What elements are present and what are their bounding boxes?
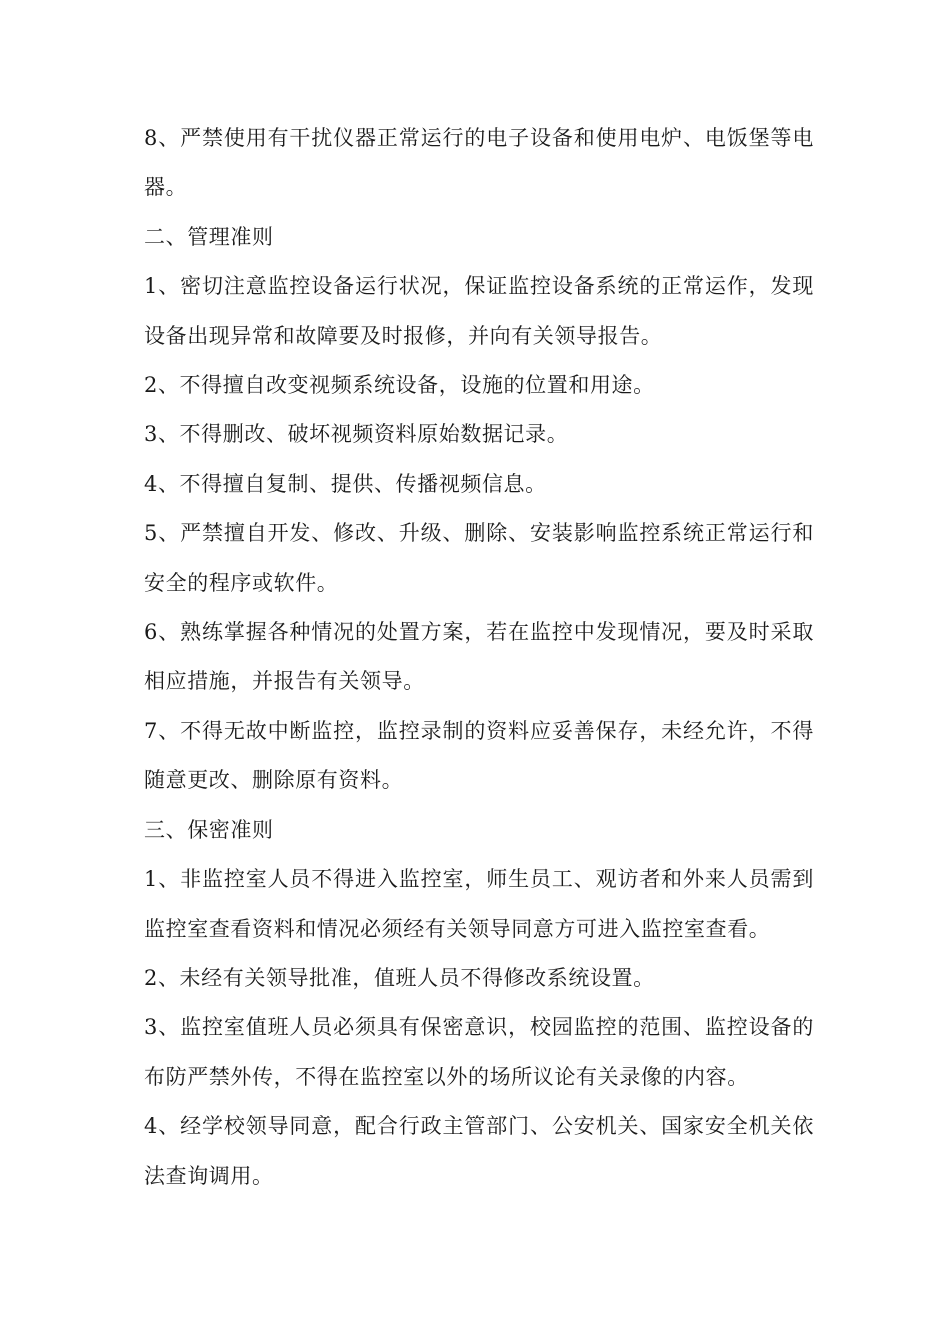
confidentiality-rule-3: 3、监控室值班人员必须具有保密意识，校园监控的范围、监控设备的布防严禁外传，不得在监控室以外的场所议论有关录像的内容。 xyxy=(144,1015,814,1089)
management-rule-1: 1、密切注意监控设备运行状况，保证监控设备系统的正常运作，发现设备出现异常和故障要及时报修，并向有关领导报告。 xyxy=(144,274,814,348)
management-rule-7: 7、不得无故中断监控，监控录制的资料应妥善保存，未经允许，不得随意更改、删除原有资料。 xyxy=(144,718,814,793)
document-page xyxy=(144,114,814,1201)
rule-item-8: 8、严禁使用有干扰仪器正常运行的电子设备和使用电炉、电饭堡等电器。 xyxy=(144,126,814,200)
section-heading-management: 二、管理准则 xyxy=(144,224,274,249)
management-rule-2: 2、不得擅自改变视频系统设备，设施的位置和用途。 xyxy=(144,373,655,398)
confidentiality-rule-1: 1、非监控室人员不得进入监控室，师生员工、观访者和外来人员需到监控室查看资料和情况必须经有关领导同意方可进入监控室查看。 xyxy=(144,867,814,941)
confidentiality-rule-4: 4、经学校领导同意，配合行政主管部门、公安机关、国家安全机关依法查询调用。 xyxy=(144,1114,814,1188)
section-heading-confidentiality: 三、保密准则 xyxy=(144,817,274,842)
confidentiality-rule-2: 2、未经有关领导批准，值班人员不得修改系统设置。 xyxy=(144,965,655,990)
management-rule-6: 6、熟练掌握各种情况的处置方案，若在监控中发现情况，要及时采取相应措施，并报告有关领导。 xyxy=(144,620,814,694)
management-rule-3: 3、不得删改、破坏视频资料原始数据记录。 xyxy=(144,422,569,447)
management-rule-5: 5、严禁擅自开发、修改、升级、删除、安装影响监控系统正常运行和安全的程序或软件。 xyxy=(144,521,814,595)
management-rule-4: 4、不得擅自复制、提供、传播视频信息。 xyxy=(144,471,547,496)
